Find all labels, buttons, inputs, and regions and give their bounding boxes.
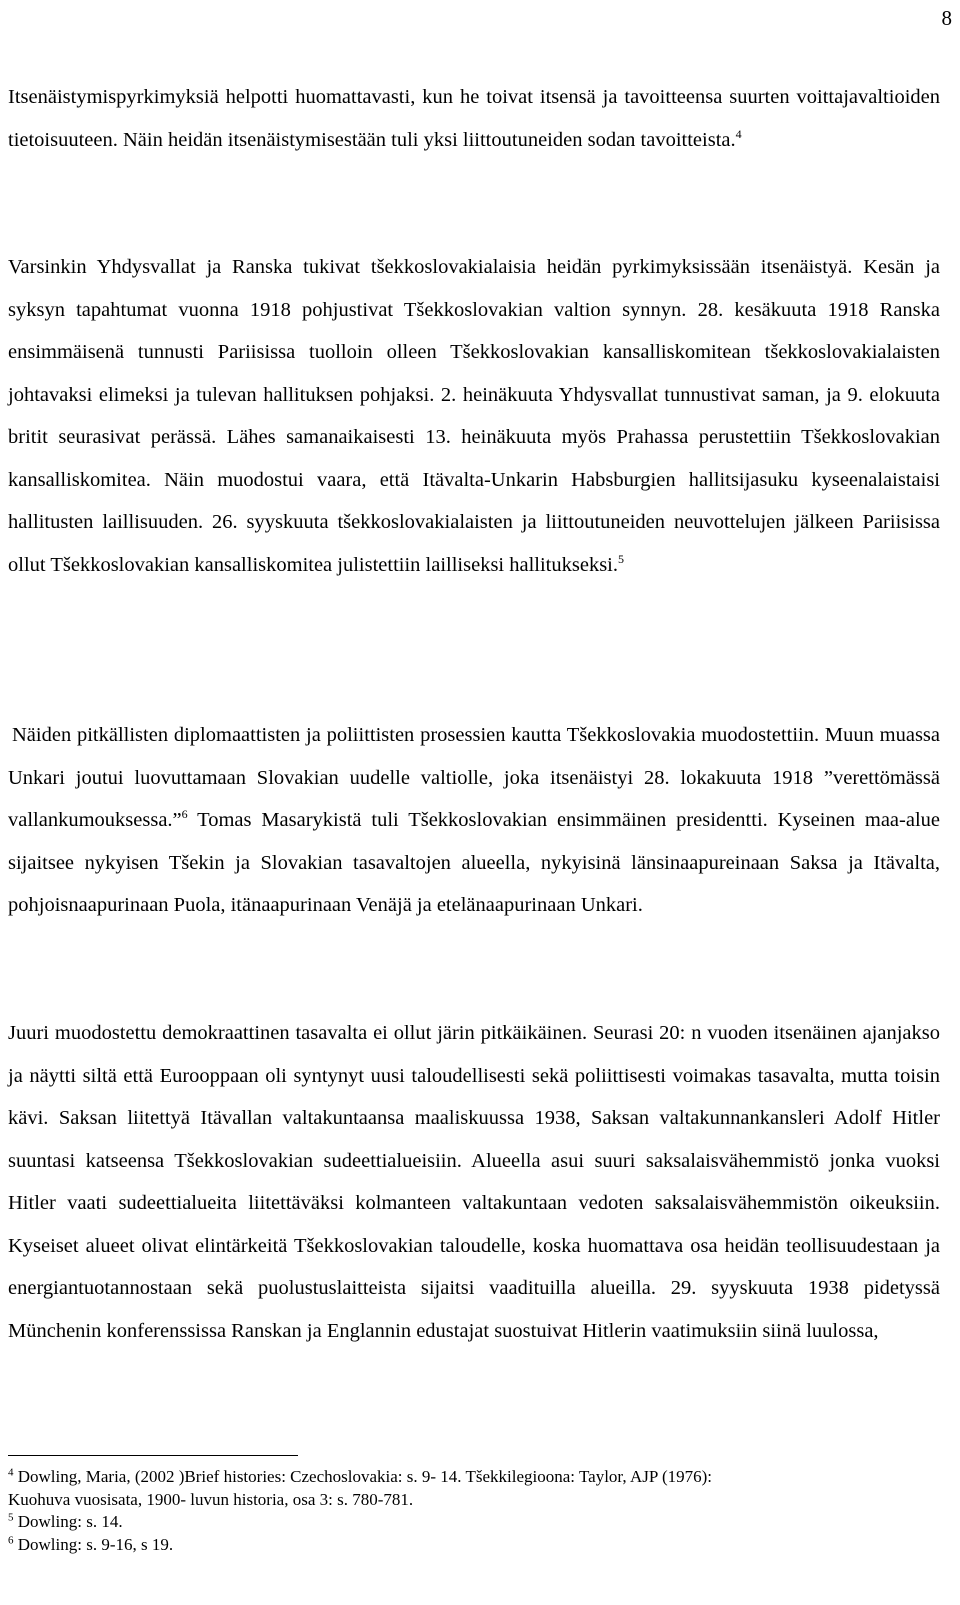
paragraph-text-after: Tomas Masarykistä tuli Tšekkoslovakian ensimmäinen presidentti. Kyseinen maa-alue sijaitsee nykyisen Tšekin ja Slovakian tasavaltojen alueella, nykyisinä länsinaapureinaan Saksa ja Itävalta, pohjoisnaapurinaan Puola, itänaapurinaan Venäjä ja etelänaapurinaan Unkari. (8, 809, 940, 916)
footnote-separator (8, 1455, 298, 1456)
page-number: 8 (941, 6, 952, 30)
footnote-text: Dowling, Maria, (2002 )Brief histories: Czechoslovakia: s. 9- 14. Tšekkilegioona: Taylor, AJP (1976): (17, 1467, 712, 1486)
paragraph-3 (8, 714, 940, 927)
footnote-mark: 6 (8, 1533, 14, 1546)
footnote-mark: 5 (8, 1511, 14, 1524)
footnote-5 (8, 1511, 940, 1534)
footnote-text: Dowling: s. 14. (17, 1512, 123, 1531)
footnote-text: Kuohuva vuosisata, 1900- luvun historia, osa 3: s. 780-781. (8, 1489, 414, 1509)
footnote-6 (8, 1534, 940, 1557)
footnote-4 (8, 1466, 940, 1489)
paragraph-text: Itsenäistymispyrkimyksiä helpotti huomattavasti, kun he toivat itsensä ja tavoitteensa suurten voittajavaltioiden tietoisuuteen. Näin heidän itsenäistymisestään tuli yksi liittoutuneiden sodan tavoitteista. (8, 86, 940, 151)
paragraph-text: Juuri muodostettu demokraattinen tasavalta ei ollut järin pitkäikäinen. Seurasi 20: n vuoden itsenäinen ajanjakso ja näytti siltä että Eurooppaan oli syntynyt uusi taloudellisesti sekä poliittisesti voimakas tasavalta, mutta toisin kävi. Saksan liitettyä Itävallan valtakuntaansa maaliskuussa 1938, Saksan valtakunnankansleri Adolf Hitler suuntasi katseensa Tšekkoslovakian sudeettialueisiin. Alueella asui suuri saksalaisvähemmistö jonka vuoksi Hitler vaati sudeettialueita liitettäväksi kolmanteen valtakuntaan vedoten saksalaisvähemmistön oikeuksiin. Kyseiset alueet olivat elintärkeitä Tšekkoslovakian taloudelle, koska huomattava osa heidän teollisuudestaan ja energiantuotannostaan sekä puolustuslaitteista sijaitsi vaadituilla alueilla. 29. syyskuuta 1938 pidetyssä Münchenin konferenssissa Ranskan ja Englannin edustajat suostuivat Hitlerin vaatimuksiin siinä luulossa, (8, 1022, 940, 1342)
footnote-reference: 5 (618, 551, 625, 566)
footnote-reference: 6 (181, 807, 188, 822)
paragraph-text-before: Näiden pitkällisten diplomaattisten ja poliittisten prosessien kautta Tšekkoslovakia muodostettiin. Muun muassa Unkari joutui luovuttamaan Slovakian uudelle valtiolle, joka itsenäistyi 28. lokakuuta 1918 ”verettömässä vallankumouksessa.” (8, 724, 940, 831)
footnote-reference: 4 (735, 126, 742, 141)
footnote-text: Dowling: s. 9-16, s 19. (17, 1534, 174, 1554)
paragraph-1 (8, 76, 940, 161)
footnote-mark: 4 (8, 1466, 14, 1479)
footnote-4-continuation (8, 1489, 940, 1512)
footnotes (8, 1466, 940, 1556)
paragraph-4 (8, 1012, 940, 1352)
paragraph-2 (8, 246, 940, 586)
paragraph-text: Varsinkin Yhdysvallat ja Ranska tukivat tšekkoslovakialaisia heidän pyrkimyksissään itsenäistyä. Kesän ja syksyn tapahtumat vuonna 1918 pohjustivat Tšekkoslovakian valtion synnyn. 28. kesäkuuta 1918 Ranska ensimmäisenä tunnusti Pariisissa tuolloin olleen Tšekkoslovakian kansalliskomitean tšekkoslovakialaisten johtavaksi elimeksi ja tulevan hallituksen pohjaksi. 2. heinäkuuta Yhdysvallat tunnustivat saman, ja 9. elokuuta britit seurasivat perässä. Lähes samanaikaisesti 13. heinäkuuta myös Prahassa perustettiin Tšekkoslovakian kansalliskomitea. Näin muodostui vaara, että Itävalta-Unkarin Habsburgien hallitsijasuku kyseenalaistaisi hallitusten laillisuuden. 26. syyskuuta tšekkoslovakialaisten ja liittoutuneiden neuvottelujen jälkeen Pariisissa ollut Tšekkoslovakian kansalliskomitea julistettiin lailliseksi hallitukseksi. (8, 256, 940, 576)
